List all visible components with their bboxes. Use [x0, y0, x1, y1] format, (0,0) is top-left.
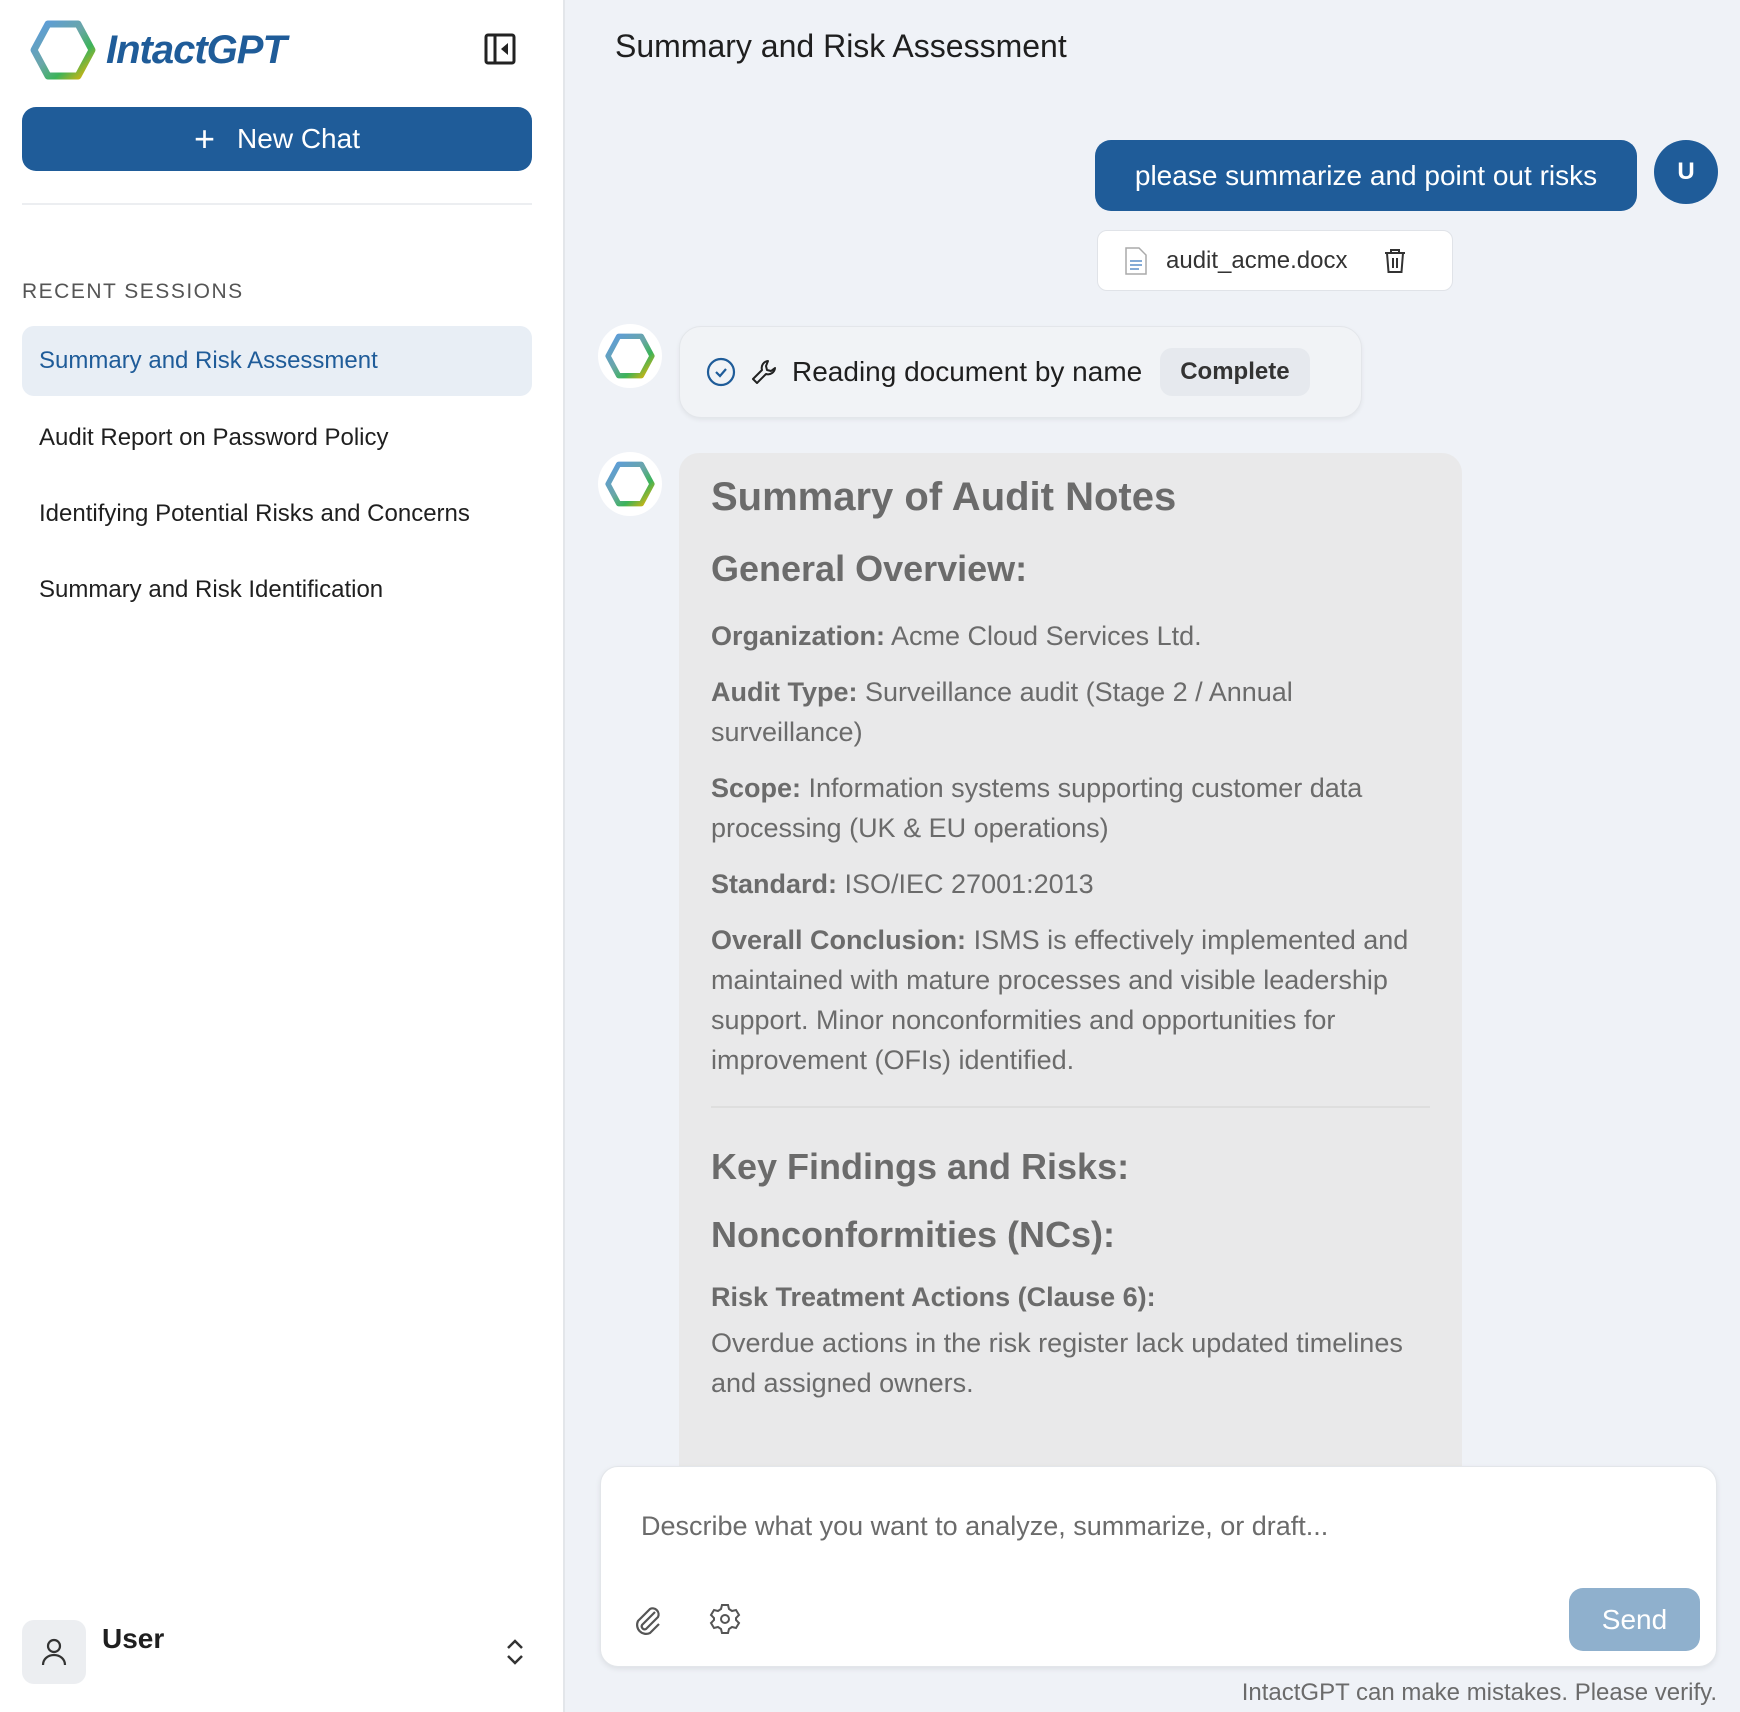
- attachment-chip[interactable]: [1097, 230, 1453, 291]
- overview-item: Standard: ISO/IEC 27001:2013: [711, 869, 1094, 899]
- hexagon-logo-icon: [605, 461, 655, 507]
- overview-heading: General Overview:: [711, 548, 1028, 589]
- nc-heading: Nonconformities (NCs):: [711, 1214, 1115, 1255]
- findings-heading: Key Findings and Risks:: [711, 1146, 1130, 1187]
- assistant-message: [679, 453, 1462, 1466]
- user-avatar[interactable]: [22, 1620, 86, 1684]
- chevron-up-down-icon[interactable]: [503, 1636, 527, 1668]
- collapse-sidebar-icon[interactable]: [484, 33, 516, 65]
- gear-icon[interactable]: [709, 1602, 741, 1636]
- send-button[interactable]: Send: [1569, 1588, 1700, 1651]
- session-item[interactable]: Summary and Risk Identification: [39, 576, 384, 603]
- overview-item: Organization: Acme Cloud Services Ltd.: [711, 621, 1202, 651]
- document-icon: [1124, 246, 1148, 276]
- nc-item-title: Risk Treatment Actions (Clause 6):: [711, 1282, 1156, 1312]
- assistant-avatar: [598, 324, 662, 388]
- section-divider: [711, 1106, 1430, 1108]
- check-circle-icon: [706, 357, 736, 387]
- paperclip-icon[interactable]: [631, 1602, 663, 1636]
- overview-item: Audit Type: Surveillance audit (Stage 2 / Annual surveillance): [711, 677, 1293, 747]
- logo-hexagon-icon: [30, 20, 96, 80]
- overview-item: Overall Conclusion: ISMS is effectively implemented and maintained with mature processes and visible leadership support. Minor nonconformities and opportunities for improvement (OFIs) identified.: [711, 925, 1409, 1075]
- disclaimer: IntactGPT can make mistakes. Please verify.: [1241, 1679, 1717, 1706]
- user-name[interactable]: User: [102, 1623, 165, 1654]
- user-icon: [40, 1637, 68, 1667]
- session-item[interactable]: Identifying Potential Risks and Concerns: [39, 500, 470, 527]
- user-message-avatar: U: [1654, 140, 1718, 204]
- tool-call-label: Reading document by name: [792, 356, 1143, 387]
- new-chat-label: New Chat: [237, 123, 360, 154]
- session-item[interactable]: Audit Report on Password Policy: [39, 424, 389, 451]
- status-badge: Complete: [1160, 348, 1309, 396]
- tool-call-card: [679, 326, 1362, 418]
- nc-item-text: Overdue actions in the risk register lack updated timelines and assigned owners.: [711, 1328, 1403, 1398]
- brand-name: IntactGPT: [106, 27, 286, 72]
- response-title: Summary of Audit Notes: [711, 475, 1177, 519]
- page-title: Summary and Risk Assessment: [615, 28, 1067, 64]
- attachment-name: audit_acme.docx: [1166, 246, 1348, 274]
- plus-icon: +: [194, 118, 216, 159]
- wrench-icon: [750, 358, 778, 386]
- sidebar: [0, 0, 565, 1712]
- hexagon-logo-icon: [605, 333, 655, 379]
- trash-icon[interactable]: [1383, 247, 1407, 275]
- user-message: please summarize and point out risks: [1095, 140, 1637, 211]
- new-chat-button[interactable]: [22, 107, 532, 171]
- composer: [600, 1466, 1717, 1667]
- session-item[interactable]: Summary and Risk Assessment: [22, 326, 532, 396]
- recent-sessions-heading: RECENT SESSIONS: [22, 280, 244, 303]
- message-input[interactable]: Describe what you want to analyze, summarize, or draft...: [641, 1511, 1329, 1541]
- overview-item: Scope: Information systems supporting customer data processing (UK & EU operations): [711, 773, 1363, 843]
- logo: [30, 20, 286, 80]
- divider: [22, 203, 532, 205]
- assistant-avatar: [598, 452, 662, 516]
